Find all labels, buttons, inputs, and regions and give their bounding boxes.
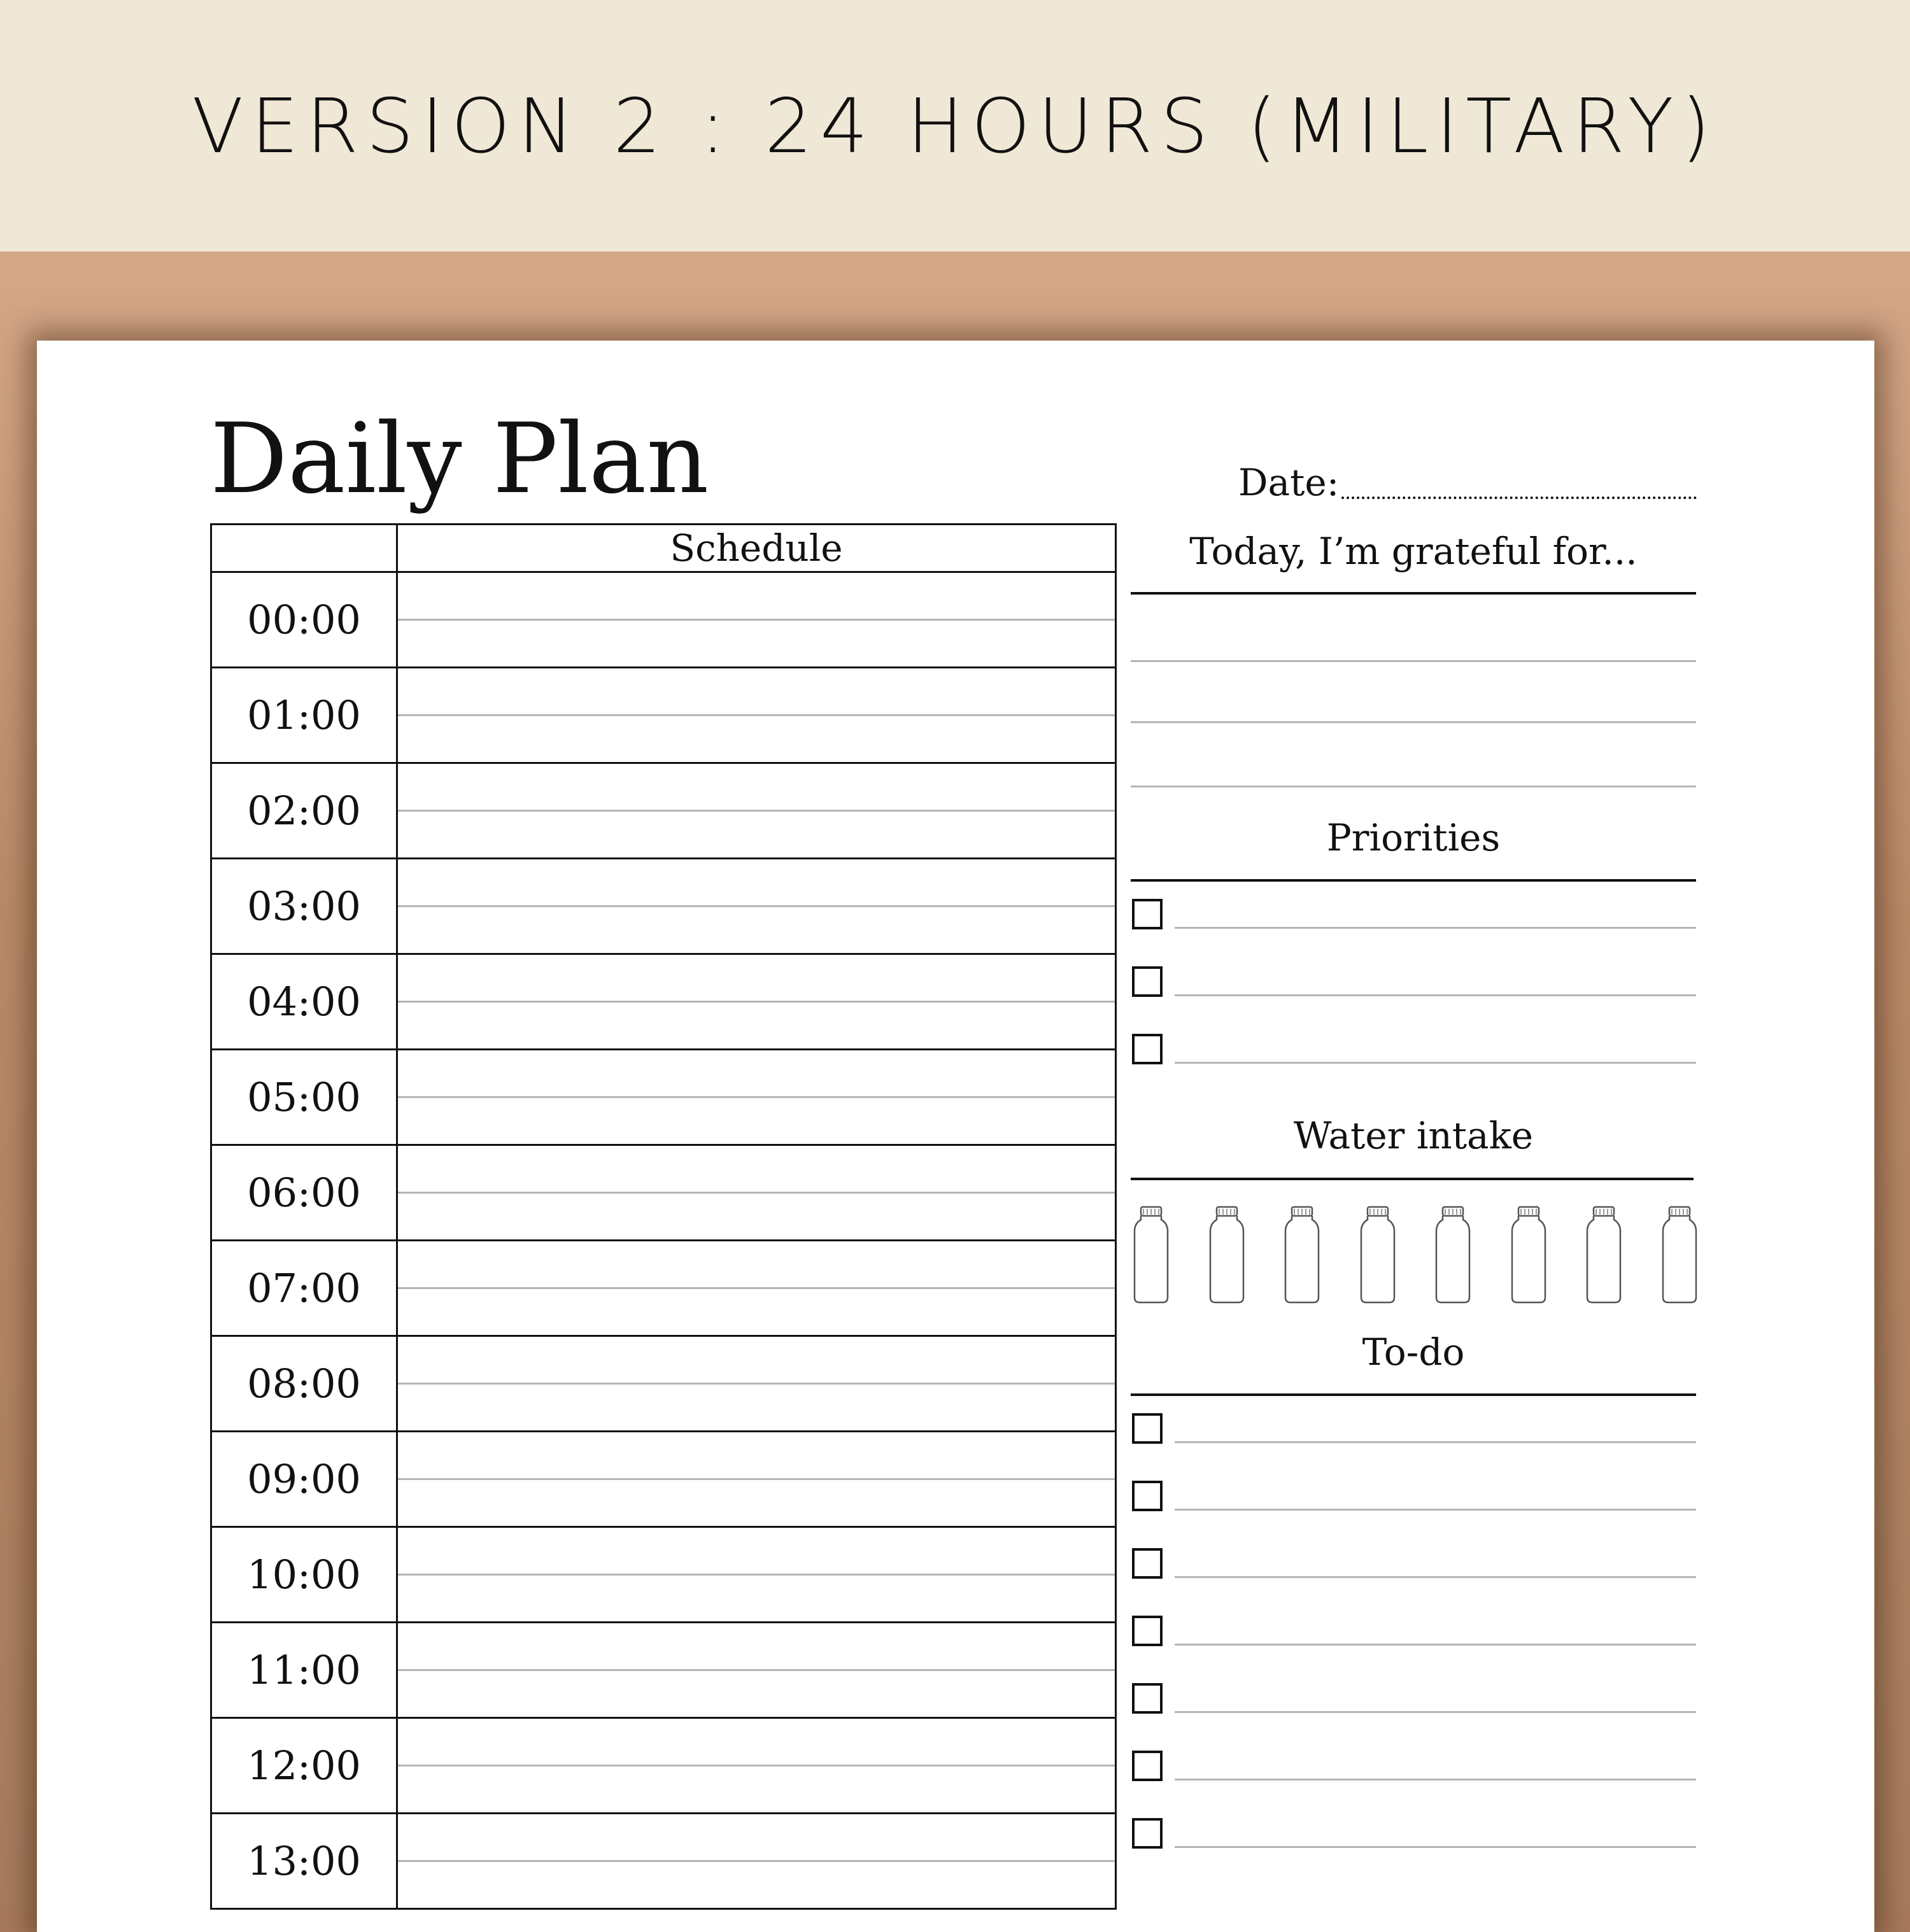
water-bottle-icon[interactable] [1208, 1206, 1246, 1304]
schedule-slot[interactable] [398, 1528, 1115, 1621]
hour-label: 03:00 [212, 859, 398, 953]
schedule-slot[interactable] [398, 668, 1115, 762]
water-bottle-icon[interactable] [1510, 1206, 1548, 1304]
schedule-row [210, 1528, 1117, 1623]
schedule-slot[interactable] [398, 955, 1115, 1048]
water-bottle-icon[interactable] [1434, 1206, 1472, 1304]
schedule-row [210, 668, 1117, 764]
checkbox[interactable] [1132, 1034, 1163, 1064]
schedule-slot[interactable] [398, 1432, 1115, 1526]
checkbox[interactable] [1132, 1818, 1163, 1849]
schedule-row [210, 955, 1117, 1050]
hour-label: 11:00 [212, 1623, 398, 1717]
checklist-line[interactable] [1175, 1576, 1696, 1578]
slot-guide-line [398, 1860, 1115, 1862]
schedule-header-row [210, 523, 1117, 573]
checkbox[interactable] [1132, 1481, 1163, 1511]
schedule-slot[interactable] [398, 1719, 1115, 1812]
schedule-row [210, 1719, 1117, 1814]
checkbox[interactable] [1132, 1683, 1163, 1714]
hour-label: 02:00 [212, 764, 398, 857]
checklist-line[interactable] [1175, 1779, 1696, 1780]
schedule-row [210, 1814, 1117, 1910]
water-bottle-icon[interactable] [1585, 1206, 1623, 1304]
checkbox[interactable] [1132, 966, 1163, 997]
checkbox[interactable] [1132, 1751, 1163, 1781]
schedule-row [210, 573, 1117, 668]
hour-label: 06:00 [212, 1146, 398, 1239]
grateful-rule [1131, 592, 1696, 595]
grateful-heading: Today, I’m grateful for... [1189, 530, 1638, 573]
slot-guide-line [398, 1765, 1115, 1766]
hour-label: 00:00 [212, 573, 398, 666]
hour-label: 04:00 [212, 955, 398, 1048]
water-bottle-icon[interactable] [1359, 1206, 1397, 1304]
schedule-row [210, 1241, 1117, 1337]
schedule-row [210, 1432, 1117, 1528]
time-header-cell [212, 525, 398, 571]
grateful-line[interactable] [1131, 786, 1696, 787]
slot-guide-line [398, 1669, 1115, 1671]
page-title: Daily Plan [210, 402, 709, 515]
slot-guide-line [398, 1096, 1115, 1098]
checklist-line[interactable] [1175, 1509, 1696, 1511]
priorities-rule [1131, 879, 1696, 882]
schedule-slot[interactable] [398, 573, 1115, 666]
schedule-slot[interactable] [398, 1146, 1115, 1239]
water-bottle-icon[interactable] [1283, 1206, 1321, 1304]
priorities-heading: Priorities [1326, 816, 1501, 859]
hour-label: 05:00 [212, 1050, 398, 1144]
hour-label: 13:00 [212, 1814, 398, 1908]
slot-guide-line [398, 1001, 1115, 1003]
schedule-row [210, 1337, 1117, 1432]
water-bottle-icon[interactable] [1660, 1206, 1699, 1304]
grateful-line[interactable] [1131, 721, 1696, 723]
water-heading: Water intake [1293, 1114, 1534, 1157]
schedule-slot[interactable] [398, 1241, 1115, 1335]
checklist-line[interactable] [1175, 1711, 1696, 1713]
hour-label: 12:00 [212, 1719, 398, 1812]
slot-guide-line [398, 1574, 1115, 1576]
schedule-slot[interactable] [398, 764, 1115, 857]
schedule-row [210, 1623, 1117, 1719]
banner-title: VERSION 2 : 24 HOURS (MILITARY) [192, 81, 1718, 170]
checkbox[interactable] [1132, 1616, 1163, 1646]
schedule-row [210, 859, 1117, 955]
hour-label: 10:00 [212, 1528, 398, 1621]
checklist-line[interactable] [1175, 1441, 1696, 1443]
schedule-table [210, 523, 1117, 1910]
slot-guide-line [398, 1192, 1115, 1194]
slot-guide-line [398, 1478, 1115, 1480]
header-banner [0, 0, 1910, 251]
water-rule [1131, 1178, 1694, 1180]
hour-label: 01:00 [212, 668, 398, 762]
schedule-row [210, 1050, 1117, 1146]
schedule-slot[interactable] [398, 1337, 1115, 1430]
date-field-line[interactable] [1341, 497, 1697, 499]
checkbox[interactable] [1132, 1413, 1163, 1444]
checklist-line[interactable] [1175, 1846, 1696, 1848]
slot-guide-line [398, 905, 1115, 907]
schedule-row [210, 764, 1117, 859]
slot-guide-line [398, 1383, 1115, 1385]
schedule-slot[interactable] [398, 1814, 1115, 1908]
slot-guide-line [398, 810, 1115, 812]
schedule-slot[interactable] [398, 1623, 1115, 1717]
slot-guide-line [398, 714, 1115, 716]
checklist-line[interactable] [1175, 1644, 1696, 1646]
water-bottle-icon[interactable] [1132, 1206, 1170, 1304]
date-label: Date: [1238, 461, 1340, 504]
hour-label: 08:00 [212, 1337, 398, 1430]
checkbox[interactable] [1132, 899, 1163, 929]
schedule-row [210, 1146, 1117, 1241]
checklist-line[interactable] [1175, 994, 1696, 996]
checklist-line[interactable] [1175, 927, 1696, 929]
checklist-line[interactable] [1175, 1062, 1696, 1064]
checkbox[interactable] [1132, 1548, 1163, 1579]
todo-heading: To-do [1362, 1330, 1465, 1374]
grateful-line[interactable] [1131, 660, 1696, 662]
slot-guide-line [398, 619, 1115, 621]
hour-label: 09:00 [212, 1432, 398, 1526]
hour-label: 07:00 [212, 1241, 398, 1335]
schedule-slot[interactable] [398, 859, 1115, 953]
schedule-header: Schedule [670, 526, 843, 570]
schedule-slot[interactable] [398, 1050, 1115, 1144]
todo-rule [1131, 1393, 1696, 1396]
slot-guide-line [398, 1287, 1115, 1289]
